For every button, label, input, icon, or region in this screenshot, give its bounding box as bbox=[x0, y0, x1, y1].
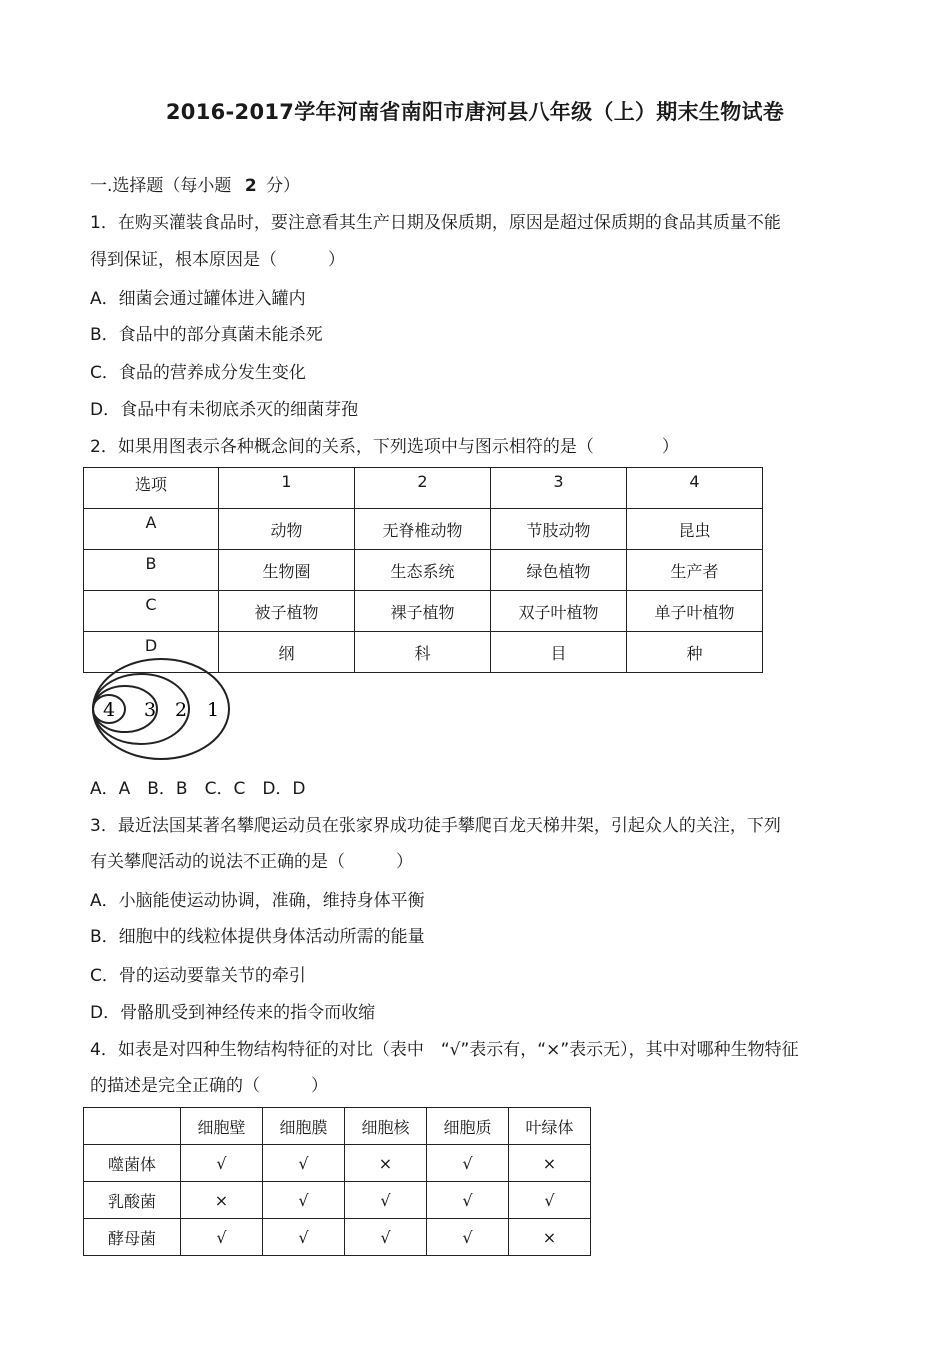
table-cell: B bbox=[84, 550, 219, 591]
section-heading bbox=[90, 171, 300, 196]
q1-stem-line1: 1．在购买灌装食品时，要注意看其生产日期及保质期，原因是超过保质期的食品其质量不能 bbox=[90, 213, 781, 233]
section-prefix: 一.选择题（每小题 bbox=[90, 176, 232, 196]
table-cell: √ bbox=[427, 1145, 509, 1182]
table-row bbox=[84, 509, 763, 550]
table-cell: × bbox=[509, 1145, 591, 1182]
q2-answer-options: A．A B．B C．C D．D bbox=[90, 779, 306, 799]
table-cell: √ bbox=[263, 1182, 345, 1219]
table-cell: 单子叶植物 bbox=[627, 591, 763, 632]
table-header-row bbox=[84, 468, 763, 509]
table-cell: 生态系统 bbox=[355, 550, 491, 591]
table-cell: √ bbox=[509, 1182, 591, 1219]
table-row bbox=[84, 550, 763, 591]
table-header-cell: 细胞壁 bbox=[181, 1108, 263, 1145]
q4-stem-line2: 的描述是完全正确的（ ） bbox=[90, 1076, 328, 1096]
table-cell: √ bbox=[263, 1219, 345, 1256]
table-cell: × bbox=[345, 1145, 427, 1182]
q4-stem-line1: 4．如表是对四种生物结构特征的对比（表中 “√”表示有，“×”表示无），其中对哪种生物特征 bbox=[90, 1040, 799, 1060]
table-header-cell: 2 bbox=[355, 468, 491, 509]
table-header-row bbox=[84, 1108, 591, 1145]
q3-option-a: A．小脑能使运动协调，准确，维持身体平衡 bbox=[90, 891, 425, 911]
table-cell: 动物 bbox=[219, 509, 355, 550]
table-header-cell bbox=[84, 1108, 181, 1145]
q3-stem-line1: 3．最近法国某著名攀爬运动员在张家界成功徒手攀爬百龙天梯井架，引起众人的关注，下列 bbox=[90, 816, 781, 836]
table-cell: C bbox=[84, 591, 219, 632]
table-header-cell: 细胞核 bbox=[345, 1108, 427, 1145]
diagram-label-4: 4 bbox=[102, 699, 116, 721]
table-row bbox=[84, 1182, 591, 1219]
table-cell: 双子叶植物 bbox=[491, 591, 627, 632]
table-cell: A bbox=[84, 509, 219, 550]
q1-option-c: C．食品的营养成分发生变化 bbox=[90, 363, 306, 383]
table-header-cell: 细胞膜 bbox=[263, 1108, 345, 1145]
table-cell: √ bbox=[427, 1219, 509, 1256]
q3-option-c: C．骨的运动要靠关节的牵引 bbox=[90, 966, 306, 986]
table-header-cell: 选项 bbox=[84, 468, 219, 509]
table-cell: 乳酸菌 bbox=[84, 1182, 181, 1219]
table-header-cell: 4 bbox=[627, 468, 763, 509]
q4-table bbox=[83, 1107, 591, 1256]
section-points: 2 bbox=[244, 176, 257, 196]
section-suffix: 分） bbox=[266, 176, 301, 196]
table-cell: 纲 bbox=[219, 632, 355, 673]
table-cell: 目 bbox=[491, 632, 627, 673]
q3-stem-line2: 有关攀爬活动的说法不正确的是（ ） bbox=[90, 852, 413, 872]
table-row bbox=[84, 1219, 591, 1256]
table-cell: 种 bbox=[627, 632, 763, 673]
table-cell: × bbox=[509, 1219, 591, 1256]
table-cell: × bbox=[181, 1182, 263, 1219]
table-header-cell: 3 bbox=[491, 468, 627, 509]
page-title: 2016-2017学年河南省南阳市唐河县八年级（上）期末生物试卷 bbox=[165, 100, 785, 124]
table-row bbox=[84, 591, 763, 632]
table-cell: 噬菌体 bbox=[84, 1145, 181, 1182]
table-row bbox=[84, 1145, 591, 1182]
q3-option-b: B．细胞中的线粒体提供身体活动所需的能量 bbox=[90, 927, 425, 947]
q1-option-b: B．食品中的部分真菌未能杀死 bbox=[90, 325, 323, 345]
q2-stem: 2．如果用图表示各种概念间的关系，下列选项中与图示相符的是（ ） bbox=[90, 437, 679, 457]
table-cell: 节肢动物 bbox=[491, 509, 627, 550]
q1-stem-line2: 得到保证，根本原因是（ ） bbox=[90, 250, 345, 270]
table-cell: √ bbox=[181, 1145, 263, 1182]
table-cell: √ bbox=[427, 1182, 509, 1219]
q1-option-d: D．食品中有未彻底杀灭的细菌芽孢 bbox=[90, 400, 359, 420]
diagram-label-2: 2 bbox=[174, 699, 188, 721]
table-cell: D bbox=[84, 632, 219, 673]
table-cell: 被子植物 bbox=[219, 591, 355, 632]
table-header-cell: 1 bbox=[219, 468, 355, 509]
q3-option-d: D．骨骼肌受到神经传来的指令而收缩 bbox=[90, 1003, 376, 1023]
nested-ellipse-diagram bbox=[88, 655, 238, 763]
table-cell: 绿色植物 bbox=[491, 550, 627, 591]
table-cell: 昆虫 bbox=[627, 509, 763, 550]
q2-table bbox=[83, 467, 763, 673]
table-cell: 裸子植物 bbox=[355, 591, 491, 632]
diagram-label-3: 3 bbox=[143, 699, 157, 721]
table-cell: √ bbox=[181, 1219, 263, 1256]
table-cell: √ bbox=[345, 1182, 427, 1219]
table-cell: 无脊椎动物 bbox=[355, 509, 491, 550]
table-cell: √ bbox=[345, 1219, 427, 1256]
table-cell: 酵母菌 bbox=[84, 1219, 181, 1256]
diagram-label-1: 1 bbox=[206, 699, 220, 721]
table-cell: √ bbox=[263, 1145, 345, 1182]
table-cell: 科 bbox=[355, 632, 491, 673]
q1-option-a: A．细菌会通过罐体进入罐内 bbox=[90, 289, 306, 309]
table-cell: 生产者 bbox=[627, 550, 763, 591]
table-header-cell: 叶绿体 bbox=[509, 1108, 591, 1145]
table-header-cell: 细胞质 bbox=[427, 1108, 509, 1145]
table-cell: 生物圈 bbox=[219, 550, 355, 591]
